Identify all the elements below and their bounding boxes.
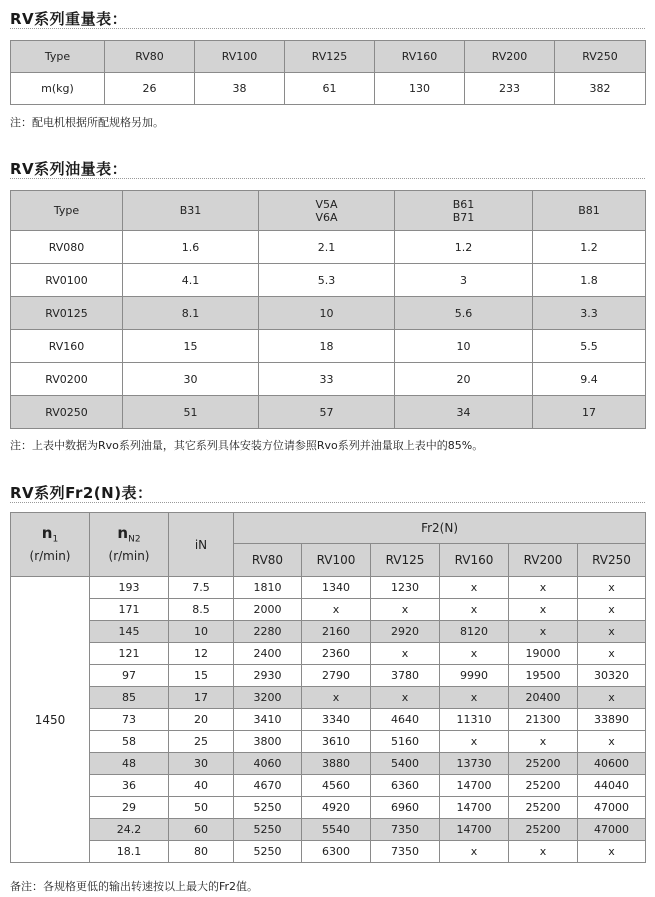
- n1-unit: (r/min): [29, 548, 71, 563]
- oil-value-cell: 4.1: [123, 264, 259, 297]
- oil-value-cell: 20: [395, 363, 533, 396]
- oil-value-cell: 5.5: [533, 330, 646, 363]
- fr2-value-cell: 1340: [302, 577, 371, 599]
- weight-header-cell: RV100: [195, 41, 285, 73]
- fr2-value-cell: x: [440, 731, 509, 753]
- fr2-value-cell: 3200: [234, 687, 302, 709]
- fr2-value-cell: 2790: [302, 665, 371, 687]
- oil-type-cell: RV0100: [11, 264, 123, 297]
- fr2-table-row: [11, 577, 646, 599]
- fr2-value-cell: 7350: [371, 841, 440, 863]
- fr2-value-cell: 2930: [234, 665, 302, 687]
- oil-value-cell: 34: [395, 396, 533, 429]
- weight-header-cell: RV250: [555, 41, 646, 73]
- fr2-value-cell: x: [578, 599, 646, 621]
- fr2-table-row: [11, 797, 646, 819]
- fr2-value-cell: x: [578, 577, 646, 599]
- weight-table: [10, 40, 646, 105]
- oil-table: [10, 190, 646, 429]
- n1-subscript: 1: [52, 534, 59, 545]
- fr2-value-cell: 5400: [371, 753, 440, 775]
- n2-value-cell: 48: [90, 753, 169, 775]
- oil-header-line: B61: [452, 197, 475, 211]
- in-value-cell: 20: [169, 709, 234, 731]
- fr2-value-cell: 4560: [302, 775, 371, 797]
- fr2-value-cell: 47000: [578, 819, 646, 841]
- in-value-cell: 40: [169, 775, 234, 797]
- fr2-title-divider: [10, 502, 645, 503]
- fr2-table-row: [11, 775, 646, 797]
- oil-value-cell: 3: [395, 264, 533, 297]
- fr2-value-cell: x: [578, 643, 646, 665]
- fr2-group-header: Fr2(N): [234, 513, 646, 544]
- in-value-cell: 8.5: [169, 599, 234, 621]
- fr2-table-row: [11, 643, 646, 665]
- n2-header: [90, 513, 169, 577]
- weight-value-cell: 130: [375, 73, 465, 105]
- fr2-value-cell: x: [302, 599, 371, 621]
- fr2-value-cell: 3340: [302, 709, 371, 731]
- oil-value-cell: 17: [533, 396, 646, 429]
- oil-table-title: RV系列油量表：: [10, 160, 128, 178]
- fr2-value-cell: x: [509, 577, 578, 599]
- fr2-value-cell: x: [440, 643, 509, 665]
- weight-value-cell: 233: [465, 73, 555, 105]
- fr2-model-header: RV160: [440, 544, 509, 577]
- fr2-value-cell: 14700: [440, 819, 509, 841]
- fr2-value-cell: x: [509, 841, 578, 863]
- weight-header-cell: RV125: [285, 41, 375, 73]
- oil-value-cell: 1.8: [533, 264, 646, 297]
- fr2-table-row: [11, 621, 646, 643]
- n2-value-cell: 97: [90, 665, 169, 687]
- fr2-value-cell: 7350: [371, 819, 440, 841]
- oil-value-cell: 18: [259, 330, 395, 363]
- fr2-value-cell: 13730: [440, 753, 509, 775]
- oil-value-cell: 1.2: [533, 231, 646, 264]
- weight-header-cell: RV80: [105, 41, 195, 73]
- fr2-value-cell: x: [440, 841, 509, 863]
- fr2-value-cell: 5540: [302, 819, 371, 841]
- oil-value-cell: 8.1: [123, 297, 259, 330]
- oil-note: 注：上表中数据为Rvo系列油量，其它系列具体安装方位请参照Rvo系列并油量取上表中的85%。: [10, 439, 484, 452]
- fr2-value-cell: 5160: [371, 731, 440, 753]
- fr2-value-cell: 9990: [440, 665, 509, 687]
- fr2-value-cell: 25200: [509, 819, 578, 841]
- oil-title-divider: [10, 178, 645, 179]
- fr2-table-row: [11, 665, 646, 687]
- fr2-value-cell: 6960: [371, 797, 440, 819]
- oil-header-row: [11, 191, 646, 231]
- in-value-cell: 10: [169, 621, 234, 643]
- weight-value-row: [11, 73, 646, 105]
- oil-type-cell: RV080: [11, 231, 123, 264]
- fr2-value-cell: 2280: [234, 621, 302, 643]
- oil-value-cell: 3.3: [533, 297, 646, 330]
- oil-value-cell: 15: [123, 330, 259, 363]
- oil-value-cell: 33: [259, 363, 395, 396]
- fr2-value-cell: 3780: [371, 665, 440, 687]
- oil-header-cell: [259, 191, 395, 231]
- fr2-value-cell: 40600: [578, 753, 646, 775]
- oil-header-cell: B31: [123, 191, 259, 231]
- n2-value-cell: 24.2: [90, 819, 169, 841]
- in-value-cell: 50: [169, 797, 234, 819]
- oil-value-cell: 1.2: [395, 231, 533, 264]
- fr2-value-cell: 1810: [234, 577, 302, 599]
- fr2-value-cell: 2360: [302, 643, 371, 665]
- weight-header-cell: RV200: [465, 41, 555, 73]
- fr2-value-cell: x: [509, 731, 578, 753]
- fr2-value-cell: 30320: [578, 665, 646, 687]
- fr2-value-cell: 8120: [440, 621, 509, 643]
- fr2-value-cell: 21300: [509, 709, 578, 731]
- weight-note: 注：配电机根据所配规格另加。: [10, 116, 164, 129]
- fr2-value-cell: x: [440, 687, 509, 709]
- fr2-model-header: RV250: [578, 544, 646, 577]
- oil-value-cell: 2.1: [259, 231, 395, 264]
- weight-value-cell: 38: [195, 73, 285, 105]
- oil-value-cell: 57: [259, 396, 395, 429]
- fr2-model-header: RV80: [234, 544, 302, 577]
- oil-header-line: V5A: [315, 197, 338, 211]
- in-value-cell: 25: [169, 731, 234, 753]
- fr2-value-cell: 33890: [578, 709, 646, 731]
- oil-table-row: [11, 297, 646, 330]
- fr2-header-row: [11, 513, 646, 544]
- fr2-table-row: [11, 841, 646, 863]
- fr2-value-cell: x: [578, 731, 646, 753]
- fr2-value-cell: 3410: [234, 709, 302, 731]
- fr2-value-cell: 4640: [371, 709, 440, 731]
- n2-symbol: n: [117, 524, 129, 543]
- n2-value-cell: 73: [90, 709, 169, 731]
- n2-value-cell: 29: [90, 797, 169, 819]
- n2-value-cell: 18.1: [90, 841, 169, 863]
- oil-value-cell: 51: [123, 396, 259, 429]
- weight-value-cell: 382: [555, 73, 646, 105]
- fr2-value-cell: 5250: [234, 819, 302, 841]
- oil-table-row: [11, 264, 646, 297]
- fr2-value-cell: 25200: [509, 775, 578, 797]
- weight-header-cell: RV160: [375, 41, 465, 73]
- fr2-value-cell: x: [509, 599, 578, 621]
- fr2-model-header: RV200: [509, 544, 578, 577]
- oil-type-cell: RV0200: [11, 363, 123, 396]
- in-value-cell: 30: [169, 753, 234, 775]
- in-header: iN: [169, 513, 234, 577]
- fr2-value-cell: 14700: [440, 775, 509, 797]
- fr2-value-cell: 4920: [302, 797, 371, 819]
- fr2-value-cell: 2000: [234, 599, 302, 621]
- n2-value-cell: 145: [90, 621, 169, 643]
- fr2-value-cell: 3800: [234, 731, 302, 753]
- fr2-note: 备注：各规格更低的输出转速按以上最大的Fr2值。: [10, 880, 259, 893]
- fr2-table-row: [11, 709, 646, 731]
- weight-title-divider: [10, 28, 645, 29]
- oil-header-cell: B81: [533, 191, 646, 231]
- fr2-model-header: RV125: [371, 544, 440, 577]
- fr2-table-row: [11, 687, 646, 709]
- fr2-value-cell: 5250: [234, 841, 302, 863]
- n2-unit: (r/min): [108, 548, 150, 563]
- fr2-value-cell: 3880: [302, 753, 371, 775]
- n2-value-cell: 171: [90, 599, 169, 621]
- fr2-value-cell: 11310: [440, 709, 509, 731]
- oil-value-cell: 30: [123, 363, 259, 396]
- fr2-value-cell: 25200: [509, 797, 578, 819]
- fr2-value-cell: x: [578, 841, 646, 863]
- weight-value-cell: 61: [285, 73, 375, 105]
- fr2-value-cell: 4670: [234, 775, 302, 797]
- oil-table-row: [11, 363, 646, 396]
- n2-value-cell: 36: [90, 775, 169, 797]
- n2-value-cell: 193: [90, 577, 169, 599]
- fr2-table-row: [11, 819, 646, 841]
- n2-subscript: N2: [128, 534, 141, 545]
- fr2-value-cell: x: [578, 621, 646, 643]
- fr2-value-cell: 47000: [578, 797, 646, 819]
- fr2-value-cell: 4060: [234, 753, 302, 775]
- fr2-value-cell: x: [371, 599, 440, 621]
- fr2-model-header: RV100: [302, 544, 371, 577]
- oil-value-cell: 9.4: [533, 363, 646, 396]
- in-value-cell: 15: [169, 665, 234, 687]
- oil-value-cell: 5.6: [395, 297, 533, 330]
- n2-value-cell: 58: [90, 731, 169, 753]
- weight-value-cell: 26: [105, 73, 195, 105]
- weight-header-row: [11, 41, 646, 73]
- fr2-value-cell: 1230: [371, 577, 440, 599]
- fr2-table: [10, 512, 646, 863]
- fr2-value-cell: x: [371, 643, 440, 665]
- fr2-value-cell: 44040: [578, 775, 646, 797]
- weight-table-title: RV系列重量表：: [10, 10, 128, 28]
- fr2-value-cell: x: [302, 687, 371, 709]
- fr2-value-cell: 19500: [509, 665, 578, 687]
- weight-row-label: m(kg): [11, 73, 105, 105]
- fr2-value-cell: 2920: [371, 621, 440, 643]
- oil-header-line: B71: [452, 210, 475, 224]
- fr2-value-cell: x: [578, 687, 646, 709]
- weight-header-cell: Type: [11, 41, 105, 73]
- n1-value-cell: 1450: [11, 577, 90, 863]
- oil-table-row: [11, 330, 646, 363]
- fr2-value-cell: x: [509, 621, 578, 643]
- fr2-value-cell: 25200: [509, 753, 578, 775]
- fr2-table-title: RV系列Fr2(N)表：: [10, 484, 153, 502]
- oil-header-cell: Type: [11, 191, 123, 231]
- oil-value-cell: 10: [259, 297, 395, 330]
- fr2-value-cell: 3610: [302, 731, 371, 753]
- in-value-cell: 80: [169, 841, 234, 863]
- oil-header-cell: [395, 191, 533, 231]
- fr2-value-cell: 6360: [371, 775, 440, 797]
- oil-type-cell: RV0250: [11, 396, 123, 429]
- fr2-value-cell: 2400: [234, 643, 302, 665]
- fr2-table-row: [11, 599, 646, 621]
- oil-value-cell: 1.6: [123, 231, 259, 264]
- in-value-cell: 12: [169, 643, 234, 665]
- oil-table-row: [11, 231, 646, 264]
- oil-header-line: V6A: [315, 210, 338, 224]
- oil-value-cell: 10: [395, 330, 533, 363]
- fr2-value-cell: 6300: [302, 841, 371, 863]
- oil-type-cell: RV160: [11, 330, 123, 363]
- fr2-value-cell: 19000: [509, 643, 578, 665]
- fr2-value-cell: x: [440, 577, 509, 599]
- fr2-value-cell: x: [371, 687, 440, 709]
- fr2-value-cell: 2160: [302, 621, 371, 643]
- oil-value-cell: 5.3: [259, 264, 395, 297]
- n2-value-cell: 85: [90, 687, 169, 709]
- fr2-table-row: [11, 731, 646, 753]
- n1-symbol: n: [41, 524, 53, 543]
- in-value-cell: 60: [169, 819, 234, 841]
- in-value-cell: 17: [169, 687, 234, 709]
- fr2-value-cell: 20400: [509, 687, 578, 709]
- fr2-value-cell: 14700: [440, 797, 509, 819]
- oil-type-cell: RV0125: [11, 297, 123, 330]
- oil-table-row: [11, 396, 646, 429]
- in-value-cell: 7.5: [169, 577, 234, 599]
- n2-value-cell: 121: [90, 643, 169, 665]
- fr2-value-cell: 5250: [234, 797, 302, 819]
- n1-header: [11, 513, 90, 577]
- fr2-table-row: [11, 753, 646, 775]
- fr2-value-cell: x: [440, 599, 509, 621]
